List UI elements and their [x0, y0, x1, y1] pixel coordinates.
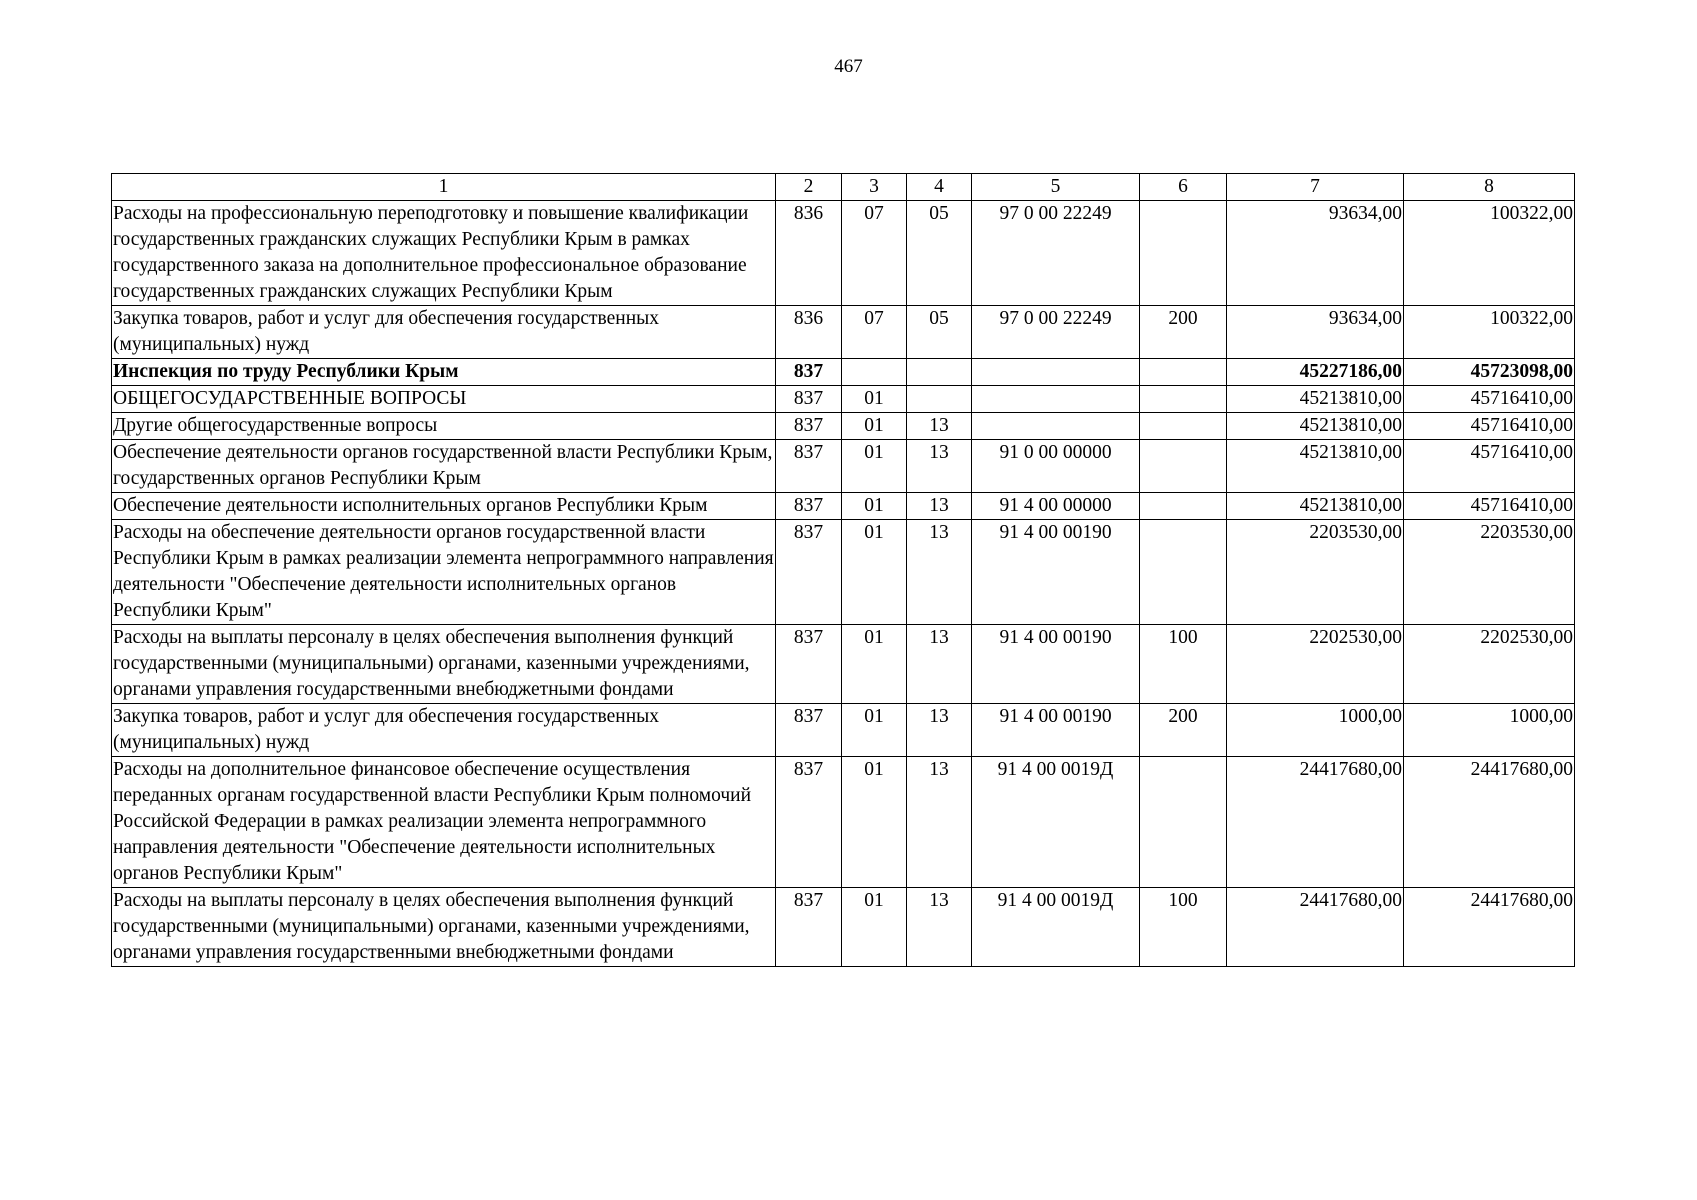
amount-year-2-cell: 24417680,00	[1404, 757, 1575, 888]
expense-type-cell	[1140, 757, 1227, 888]
column-header-4: 4	[907, 174, 972, 201]
table-header-row	[112, 174, 1575, 201]
subsection-code-cell: 05	[907, 201, 972, 306]
expense-type-cell	[1140, 359, 1227, 386]
amount-year-2-cell: 100322,00	[1404, 306, 1575, 359]
amount-year-1-cell: 1000,00	[1227, 704, 1404, 757]
expense-type-cell	[1140, 493, 1227, 520]
table-row	[112, 888, 1575, 967]
amount-year-2-cell: 100322,00	[1404, 201, 1575, 306]
expense-type-cell	[1140, 440, 1227, 493]
amount-year-1-cell: 2202530,00	[1227, 625, 1404, 704]
target-article-cell: 91 4 00 00190	[972, 625, 1140, 704]
table-row	[112, 413, 1575, 440]
target-article-cell: 91 4 00 00000	[972, 493, 1140, 520]
amount-year-2-cell: 1000,00	[1404, 704, 1575, 757]
budget-table	[111, 173, 1575, 967]
table-row	[112, 757, 1575, 888]
row-name-cell: Расходы на выплаты персоналу в целях обеспечения выполнения функций государственными (муниципальными) органами, казенными учреждениями, органами управления государственными внебюджетными фондами	[112, 625, 776, 704]
column-header-6: 6	[1140, 174, 1227, 201]
subsection-code-cell: 13	[907, 520, 972, 625]
target-article-cell: 91 4 00 0019Д	[972, 757, 1140, 888]
column-header-8: 8	[1404, 174, 1575, 201]
subsection-code-cell: 13	[907, 440, 972, 493]
row-name-cell: Обеспечение деятельности органов государственной власти Республики Крым, государственных органов Республики Крым	[112, 440, 776, 493]
section-code-cell: 01	[842, 440, 907, 493]
column-header-5: 5	[972, 174, 1140, 201]
row-name-cell: Обеспечение деятельности исполнительных органов Республики Крым	[112, 493, 776, 520]
target-article-cell: 97 0 00 22249	[972, 201, 1140, 306]
expense-type-cell	[1140, 413, 1227, 440]
amount-year-1-cell: 45213810,00	[1227, 413, 1404, 440]
section-code-cell: 01	[842, 704, 907, 757]
amount-year-2-cell: 45716410,00	[1404, 413, 1575, 440]
subsection-code-cell: 13	[907, 625, 972, 704]
target-article-cell: 91 4 00 00190	[972, 520, 1140, 625]
amount-year-1-cell: 93634,00	[1227, 201, 1404, 306]
target-article-cell	[972, 413, 1140, 440]
subsection-code-cell: 05	[907, 306, 972, 359]
amount-year-1-cell: 45213810,00	[1227, 386, 1404, 413]
column-header-1: 1	[112, 174, 776, 201]
amount-year-1-cell: 45213810,00	[1227, 493, 1404, 520]
ministry-code-cell: 837	[776, 413, 842, 440]
row-name-cell: Расходы на дополнительное финансовое обеспечение осуществления переданных органам государственной власти Республики Крым полномочий Российской Федерации в рамках реализации элемента непрограммного направления деятельности "Обеспечение деятельности исполнительных органов Республики Крым"	[112, 757, 776, 888]
section-code-cell: 07	[842, 201, 907, 306]
table-body	[112, 201, 1575, 967]
target-article-cell: 91 4 00 0019Д	[972, 888, 1140, 967]
subsection-code-cell: 13	[907, 888, 972, 967]
target-article-cell: 91 0 00 00000	[972, 440, 1140, 493]
row-name-cell: Инспекция по труду Республики Крым	[112, 359, 776, 386]
amount-year-2-cell: 24417680,00	[1404, 888, 1575, 967]
subsection-code-cell: 13	[907, 757, 972, 888]
amount-year-1-cell: 24417680,00	[1227, 757, 1404, 888]
row-name-cell: Закупка товаров, работ и услуг для обеспечения государственных (муниципальных) нужд	[112, 704, 776, 757]
row-name-cell: Расходы на обеспечение деятельности органов государственной власти Республики Крым в рамках реализации элемента непрограммного направления деятельности "Обеспечение деятельности исполнительных органов Республики Крым"	[112, 520, 776, 625]
column-header-2: 2	[776, 174, 842, 201]
expense-type-cell	[1140, 520, 1227, 625]
section-code-cell: 07	[842, 306, 907, 359]
subsection-code-cell: 13	[907, 413, 972, 440]
page-number: 467	[834, 56, 863, 77]
amount-year-2-cell: 45723098,00	[1404, 359, 1575, 386]
amount-year-2-cell: 2202530,00	[1404, 625, 1575, 704]
section-code-cell: 01	[842, 888, 907, 967]
amount-year-2-cell: 45716410,00	[1404, 440, 1575, 493]
target-article-cell	[972, 386, 1140, 413]
table-row	[112, 704, 1575, 757]
table-row	[112, 306, 1575, 359]
amount-year-2-cell: 2203530,00	[1404, 520, 1575, 625]
column-header-7: 7	[1227, 174, 1404, 201]
expense-type-cell: 200	[1140, 704, 1227, 757]
section-code-cell: 01	[842, 386, 907, 413]
target-article-cell: 97 0 00 22249	[972, 306, 1140, 359]
subsection-code-cell: 13	[907, 704, 972, 757]
table-row	[112, 625, 1575, 704]
row-name-cell: Расходы на выплаты персоналу в целях обеспечения выполнения функций государственными (муниципальными) органами, казенными учреждениями, органами управления государственными внебюджетными фондами	[112, 888, 776, 967]
table-row	[112, 359, 1575, 386]
table-row	[112, 386, 1575, 413]
subsection-code-cell	[907, 359, 972, 386]
ministry-code-cell: 837	[776, 625, 842, 704]
amount-year-1-cell: 24417680,00	[1227, 888, 1404, 967]
row-name-cell: Закупка товаров, работ и услуг для обеспечения государственных (муниципальных) нужд	[112, 306, 776, 359]
ministry-code-cell: 837	[776, 704, 842, 757]
section-code-cell: 01	[842, 413, 907, 440]
row-name-cell: Расходы на профессиональную переподготовку и повышение квалификации государственных гражданских служащих Республики Крым в рамках государственного заказа на дополнительное профессиональное образование государственных гражданских служащих Республики Крым	[112, 201, 776, 306]
section-code-cell	[842, 359, 907, 386]
amount-year-1-cell: 93634,00	[1227, 306, 1404, 359]
section-code-cell: 01	[842, 757, 907, 888]
expense-type-cell: 200	[1140, 306, 1227, 359]
column-header-3: 3	[842, 174, 907, 201]
row-name-cell: ОБЩЕГОСУДАРСТВЕННЫЕ ВОПРОСЫ	[112, 386, 776, 413]
ministry-code-cell: 836	[776, 306, 842, 359]
ministry-code-cell: 837	[776, 386, 842, 413]
ministry-code-cell: 837	[776, 440, 842, 493]
table-row	[112, 440, 1575, 493]
section-code-cell: 01	[842, 625, 907, 704]
expense-type-cell	[1140, 386, 1227, 413]
ministry-code-cell: 837	[776, 888, 842, 967]
target-article-cell	[972, 359, 1140, 386]
expense-type-cell	[1140, 201, 1227, 306]
subsection-code-cell: 13	[907, 493, 972, 520]
subsection-code-cell	[907, 386, 972, 413]
row-name-cell: Другие общегосударственные вопросы	[112, 413, 776, 440]
target-article-cell: 91 4 00 00190	[972, 704, 1140, 757]
amount-year-1-cell: 45227186,00	[1227, 359, 1404, 386]
amount-year-1-cell: 45213810,00	[1227, 440, 1404, 493]
ministry-code-cell: 837	[776, 359, 842, 386]
section-code-cell: 01	[842, 520, 907, 625]
ministry-code-cell: 836	[776, 201, 842, 306]
ministry-code-cell: 837	[776, 757, 842, 888]
expense-type-cell: 100	[1140, 625, 1227, 704]
table-row	[112, 520, 1575, 625]
section-code-cell: 01	[842, 493, 907, 520]
amount-year-2-cell: 45716410,00	[1404, 493, 1575, 520]
table-row	[112, 201, 1575, 306]
amount-year-1-cell: 2203530,00	[1227, 520, 1404, 625]
ministry-code-cell: 837	[776, 493, 842, 520]
table-row	[112, 493, 1575, 520]
expense-type-cell: 100	[1140, 888, 1227, 967]
amount-year-2-cell: 45716410,00	[1404, 386, 1575, 413]
ministry-code-cell: 837	[776, 520, 842, 625]
